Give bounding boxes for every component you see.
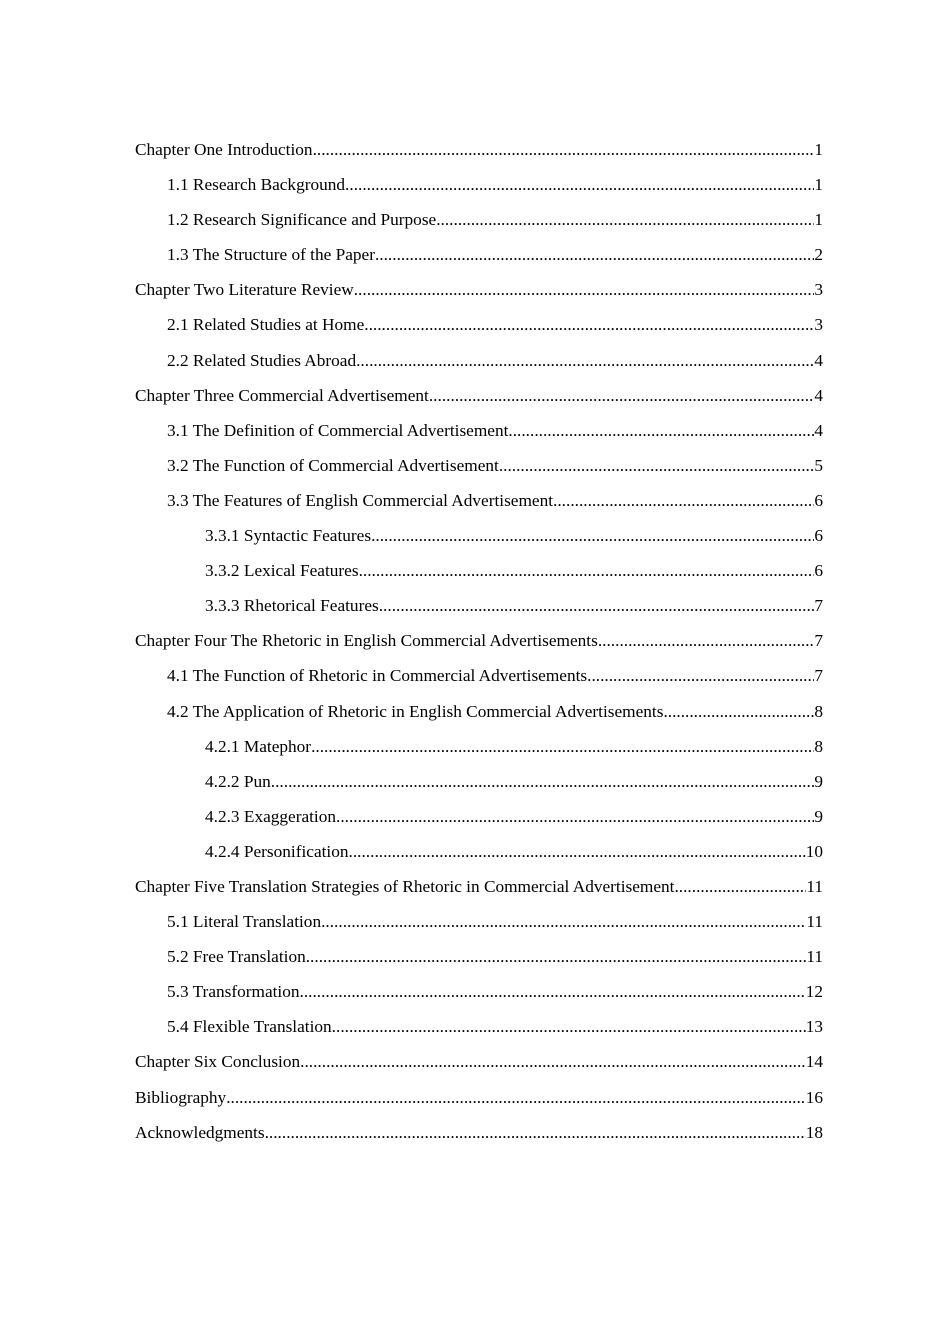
toc-entry[interactable] [135,167,823,202]
toc-page-number: 10 [805,841,823,861]
toc-dot-leader [436,202,814,237]
toc-dot-leader [674,869,806,904]
toc-dot-leader [321,904,806,939]
toc-page-number: 3 [814,315,823,335]
toc-page-number: 16 [805,1087,823,1107]
toc-dot-leader [499,448,815,483]
toc-entry[interactable] [135,343,823,378]
toc-dot-leader [379,588,815,623]
toc-entry[interactable] [135,904,823,939]
toc-dot-leader [226,1080,806,1115]
toc-dot-leader [265,1115,806,1150]
toc-entry-title: Acknowledgments [135,1122,265,1142]
toc-entry[interactable] [135,974,823,1009]
toc-entry[interactable] [135,272,823,307]
toc-dot-leader [313,132,815,167]
toc-page-number: 8 [814,701,823,721]
toc-page-number: 11 [806,912,823,932]
toc-entry-title: 3.3.2 Lexical Features [205,561,359,581]
toc-dot-leader [300,1044,806,1079]
toc-entry-title: Chapter Five Translation Strategies of Rhetoric in Commercial Advertisement [135,876,675,896]
toc-dot-leader [359,553,815,588]
toc-entry[interactable] [135,729,823,764]
toc-page-number: 7 [814,631,823,651]
toc-entry-title: 1.2 Research Significance and Purpose [167,210,437,230]
toc-entry-title: Bibliography [135,1087,227,1107]
toc-entry[interactable] [135,413,823,448]
toc-entry[interactable] [135,834,823,869]
toc-entry-title: 3.2 The Function of Commercial Advertisement [167,455,499,475]
toc-entry[interactable] [135,694,823,729]
toc-page-number: 3 [814,280,823,300]
toc-entry[interactable] [135,939,823,974]
toc-entry-title: 4.2.4 Personification [205,841,349,861]
toc-entry[interactable] [135,518,823,553]
toc-page-number: 18 [805,1122,823,1142]
toc-page-number: 8 [814,736,823,756]
toc-entry-title: 5.4 Flexible Translation [167,1017,332,1037]
toc-entry-title: Chapter Three Commercial Advertisement [135,385,429,405]
toc-page-number: 11 [806,947,823,967]
toc-entry-title: 5.1 Literal Translation [167,912,322,932]
toc-entry-title: Chapter One Introduction [135,140,313,159]
table-of-contents [135,132,823,1150]
toc-dot-leader [306,939,807,974]
toc-entry[interactable] [135,307,823,342]
toc-page-number: 12 [805,982,823,1002]
toc-page-number: 7 [814,666,823,686]
toc-entry-title: Chapter Two Literature Review [135,280,354,300]
toc-entry[interactable] [135,658,823,693]
toc-entry[interactable] [135,553,823,588]
toc-entry[interactable] [135,132,823,167]
toc-page-number: 13 [805,1017,823,1037]
toc-page-number: 6 [814,526,823,546]
toc-page-number: 6 [814,490,823,510]
toc-entry-title: 4.2.3 Exaggeration [205,806,337,826]
toc-entry[interactable] [135,378,823,413]
toc-entry-title: 5.2 Free Translation [167,947,306,967]
toc-entry[interactable] [135,448,823,483]
toc-dot-leader [375,237,814,272]
toc-entry-title: 4.2.1 Matephor [205,736,312,756]
toc-dot-leader [371,518,814,553]
toc-page-number: 4 [814,350,823,370]
toc-page-number: 9 [814,806,823,826]
toc-dot-leader [598,623,815,658]
toc-entry-title: 2.2 Related Studies Abroad [167,350,357,370]
toc-entry-title: 4.2.2 Pun [205,771,271,791]
toc-dot-leader [332,1009,806,1044]
toc-entry[interactable] [135,237,823,272]
toc-entry-title: 3.3.3 Rhetorical Features [205,596,379,616]
toc-dot-leader [356,343,814,378]
toc-page-number: 6 [814,561,823,581]
toc-dot-leader [345,167,814,202]
toc-entry[interactable] [135,1009,823,1044]
toc-page-number: 4 [814,420,823,440]
toc-entry[interactable] [135,202,823,237]
toc-entry-title: 4.1 The Function of Rhetoric in Commercial Advertisements [167,666,588,686]
toc-entry-title: 3.1 The Definition of Commercial Advertisement [167,420,509,440]
toc-page-number: 9 [814,771,823,791]
toc-entry-title: 2.1 Related Studies at Home [167,315,365,335]
toc-dot-leader [300,974,806,1009]
toc-entry[interactable] [135,1044,823,1079]
toc-page-number: 1 [814,140,823,159]
toc-page-number: 4 [814,385,823,405]
toc-page-number: 14 [805,1052,823,1072]
toc-dot-leader [508,413,814,448]
toc-dot-leader [349,834,806,869]
toc-entry[interactable] [135,764,823,799]
toc-entry[interactable] [135,1080,823,1115]
toc-entry-title: 3.3.1 Syntactic Features [205,526,372,546]
toc-entry-title: 4.2 The Application of Rhetoric in English Commercial Advertisements [167,701,664,721]
toc-entry[interactable] [135,1115,823,1150]
toc-page-number: 1 [814,175,823,195]
toc-dot-leader [587,658,814,693]
toc-entry[interactable] [135,588,823,623]
toc-entry[interactable] [135,799,823,834]
toc-page-number: 7 [814,596,823,616]
toc-dot-leader [429,378,815,413]
toc-entry-title: 3.3 The Features of English Commercial Advertisement [167,490,554,510]
toc-dot-leader [364,307,814,342]
toc-dot-leader [553,483,814,518]
toc-dot-leader [311,729,814,764]
toc-entry[interactable] [135,483,823,518]
toc-entry[interactable] [135,869,823,904]
toc-page-number: 1 [814,210,823,230]
toc-entry-title: Chapter Six Conclusion [135,1052,301,1072]
toc-entry-title: Chapter Four The Rhetoric in English Commercial Advertisements [135,631,598,651]
toc-dot-leader [271,764,815,799]
toc-entry-title: 1.3 The Structure of the Paper [167,245,375,265]
toc-dot-leader [663,694,814,729]
toc-dot-leader [354,272,815,307]
toc-entry[interactable] [135,623,823,658]
toc-page-number: 2 [814,245,823,265]
toc-entry-title: 5.3 Transformation [167,982,300,1002]
toc-page-number: 11 [806,876,823,896]
toc-dot-leader [336,799,814,834]
toc-page-number: 5 [814,455,823,475]
toc-entry-title: 1.1 Research Background [167,175,346,195]
